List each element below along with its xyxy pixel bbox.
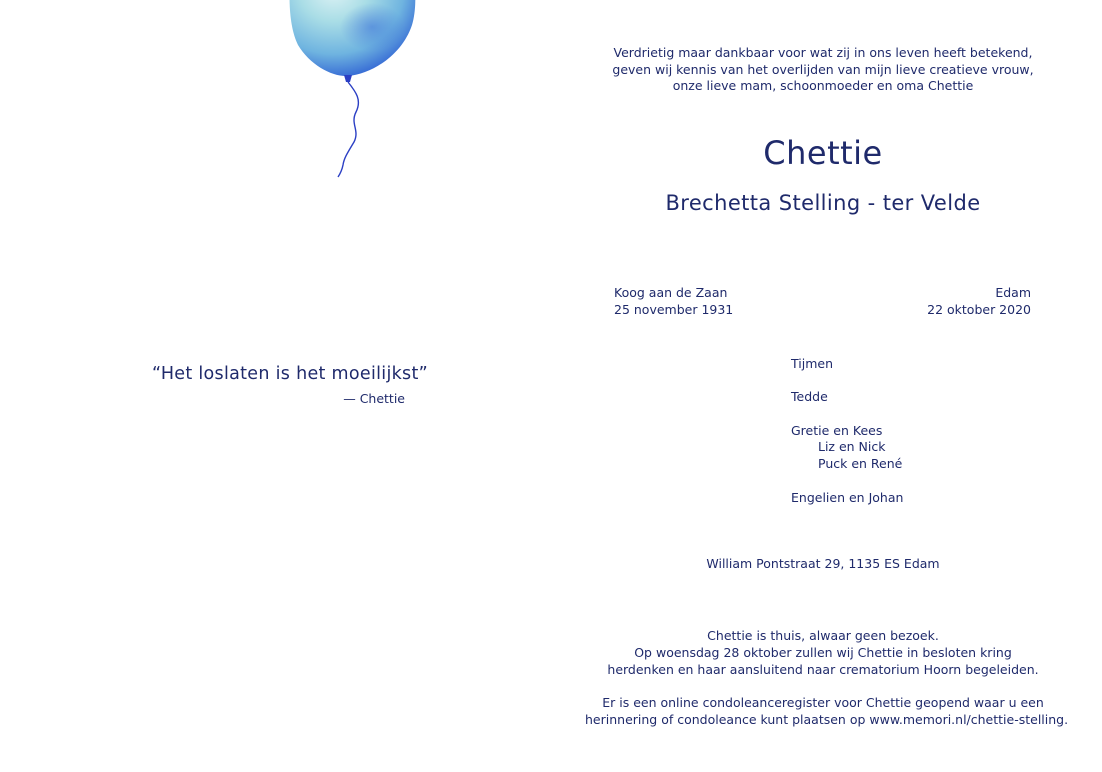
family-member: Tedde — [791, 389, 828, 405]
intro-text — [592, 45, 1054, 95]
death-place: Edam — [995, 285, 1031, 300]
family-member: Puck en René — [818, 456, 903, 472]
birth-place: Koog aan de Zaan — [614, 285, 728, 300]
notice-line: Op woensdag 28 oktober zullen wij Chettie in besloten kring — [634, 644, 1012, 660]
intro-line: onze lieve mam, schoonmoeder en oma Chettie — [672, 78, 974, 94]
address: William Pontstraat 29, 1135 ES Edam — [706, 556, 940, 571]
deceased-name: Chettie — [763, 134, 883, 172]
family-member: Liz en Nick — [818, 439, 886, 455]
notice-line: Chettie is thuis, alwaar geen bezoek. — [707, 628, 939, 643]
deceased-full-name: Brechetta Stelling - ter Velde — [665, 191, 981, 215]
family-member: Tijmen — [791, 356, 833, 371]
quote-text: “Het loslaten is het moeilijkst” — [152, 364, 429, 384]
balloon-shade — [328, 0, 408, 60]
birth-info — [614, 285, 733, 318]
birth-date: 25 november 1931 — [614, 301, 734, 317]
balloon-string — [338, 82, 358, 177]
family-member: Gretie en Kees — [791, 422, 883, 438]
death-date: 22 oktober 2020 — [927, 301, 1031, 317]
intro-line: Verdrietig maar dankbaar voor wat zij in ons leven heeft betekend, — [613, 45, 1033, 60]
notice-line: herdenken en haar aansluitend naar crematorium Hoorn begeleiden. — [607, 661, 1039, 677]
balloon-knot — [344, 75, 352, 82]
notice-text — [585, 628, 1069, 729]
family-member: Engelien en Johan — [791, 489, 904, 505]
quote-block — [152, 362, 429, 408]
quote-author: — Chettie — [343, 391, 405, 406]
family-list — [791, 356, 903, 506]
notice-line: herinnering of condoleance kunt plaatsen op www.memori.nl/chettie-stelling. — [585, 711, 1069, 727]
notice-line: Er is een online condoleanceregister voor Chettie geopend waar u een — [602, 695, 1044, 711]
intro-line: geven wij kennis van het overlijden van mijn lieve creatieve vrouw, — [612, 61, 1034, 77]
balloon-illustration — [280, 0, 430, 185]
death-info — [927, 285, 1031, 318]
